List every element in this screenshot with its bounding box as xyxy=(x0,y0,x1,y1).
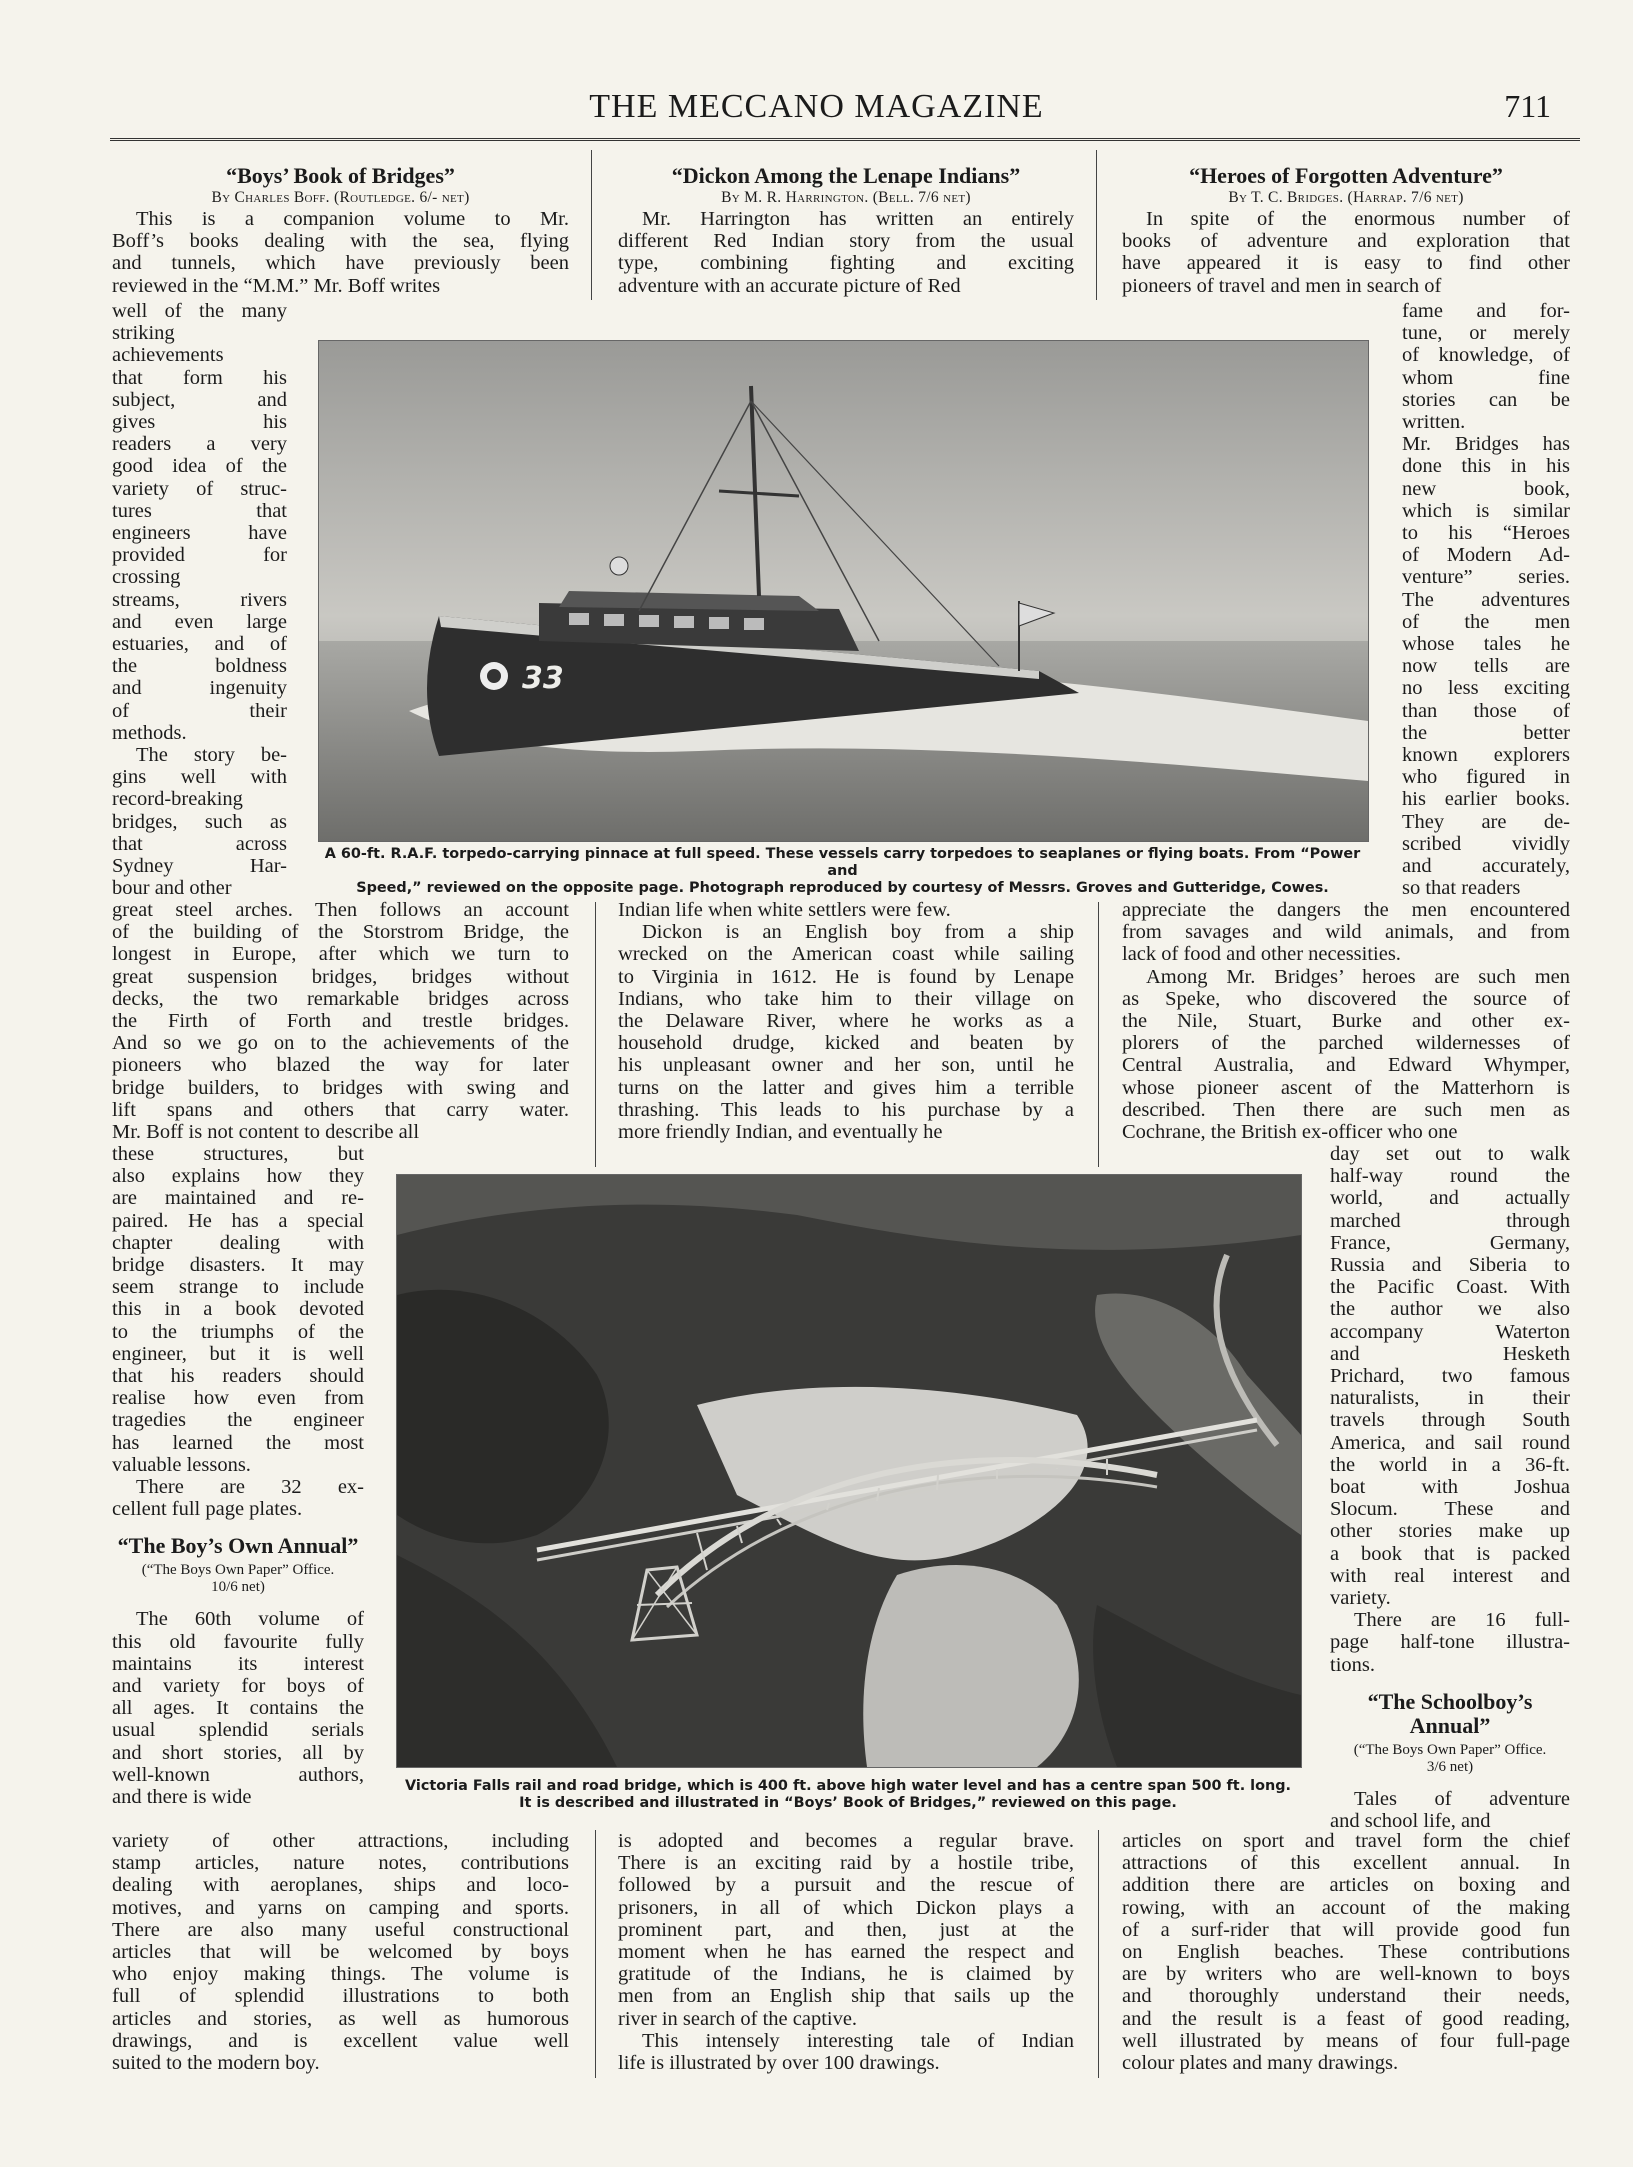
text-line: maintains its interest xyxy=(112,1652,364,1675)
text-line: his earlier books. xyxy=(1402,788,1570,811)
text-line: and short stories, all by xyxy=(112,1741,364,1764)
text-line: with real interest and xyxy=(1330,1564,1570,1587)
text-line: motives, and yarns on camping and sports. xyxy=(112,1896,569,1919)
text-line: This is a companion volume to Mr. xyxy=(136,208,569,230)
text-line: moment when he has earned the respect and xyxy=(618,1941,1074,1964)
text-line: engineer, but it is well xyxy=(112,1342,364,1365)
text-line: The story be- xyxy=(136,744,287,767)
text-line: is adopted and becomes a regular brave. xyxy=(618,1830,1074,1852)
review-body-narrow xyxy=(112,300,287,899)
text-line: and variety for boys of xyxy=(112,1675,364,1698)
review-publisher: (“The Boys Own Paper” Office. 10/6 net) xyxy=(141,1562,335,1596)
text-line: and even large xyxy=(112,610,287,633)
text-line: who enjoy making things. The volume is xyxy=(112,1963,569,1986)
caption-line: Victoria Falls rail and road bridge, which is 400 ft. above high water level and has a centre span 500 ft. long. xyxy=(405,1778,1291,1794)
text-line: the boldness xyxy=(112,655,287,678)
text-line: venture” series. xyxy=(1402,566,1570,589)
text-line: adventure with an accurate picture of Red xyxy=(618,274,961,297)
text-line: France, Germany, xyxy=(1330,1231,1570,1254)
review-byline: By M. R. Harrington. (Bell. 7/6 net) xyxy=(721,189,971,206)
text-line: and ingenuity xyxy=(112,677,287,700)
text-line: of a surf-rider that will provide good fun xyxy=(1122,1918,1570,1941)
text-line: whose tales he xyxy=(1402,633,1570,656)
review-body xyxy=(1122,208,1570,297)
photo-caption-pinnace xyxy=(318,846,1367,897)
text-line: half-way round the xyxy=(1330,1165,1570,1188)
text-line: Among Mr. Bridges’ heroes are such men xyxy=(1146,965,1570,988)
review-body-lines xyxy=(112,1143,364,1520)
column-divider xyxy=(591,150,592,300)
text-line: prominent part, and then, just at the xyxy=(618,1918,1074,1941)
column-divider xyxy=(1098,902,1099,1167)
text-line: And so we go on to the achievements of the xyxy=(112,1032,569,1055)
review-boys-book-of-bridges-head xyxy=(112,164,569,297)
text-line: There are 32 ex- xyxy=(136,1476,364,1499)
text-line: prisoners, in all of which Dickon plays a xyxy=(618,1896,1074,1919)
text-line: his unpleasant owner and her son, until he xyxy=(618,1054,1074,1077)
review-body xyxy=(618,1830,1074,2074)
text-line: all ages. It contains the xyxy=(112,1697,364,1720)
text-line: Sydney Har- xyxy=(112,855,287,878)
text-line: life is illustrated by over 100 drawings. xyxy=(618,2052,940,2075)
bridge-illustration xyxy=(397,1175,1301,1767)
text-line: have appeared it is easy to find other xyxy=(1122,252,1570,275)
text-line: done this in his xyxy=(1402,455,1570,478)
text-line: Mr. Harrington has written an entirely xyxy=(642,208,1074,230)
page-number: 711 xyxy=(1504,88,1551,124)
text-line: naturalists, in their xyxy=(1330,1387,1570,1410)
caption-line: It is described and illustrated in “Boys’ Book of Bridges,” reviewed on this page. xyxy=(519,1795,1177,1811)
text-line: pioneers who blazed the way for later xyxy=(112,1054,569,1077)
text-line: are maintained and re- xyxy=(112,1187,364,1210)
text-line: the Pacific Coast. With xyxy=(1330,1276,1570,1299)
text-line: Tales of adventure xyxy=(1354,1787,1570,1810)
text-line: striking xyxy=(112,322,175,345)
text-line: books of adventure and exploration that xyxy=(1122,230,1570,253)
text-line: articles that will be welcomed by boys xyxy=(112,1941,569,1964)
text-line: men from an English ship that sails up the xyxy=(618,1985,1074,2008)
text-line: whose pioneer ascent of the Matterhorn is xyxy=(1122,1076,1570,1099)
text-line: This intensely interesting tale of Indian xyxy=(642,2029,1074,2052)
text-line: the world in a 36-ft. xyxy=(1330,1453,1570,1476)
text-line: articles and stories, as well as humorous xyxy=(112,2007,569,2030)
text-line: which is similar xyxy=(1402,499,1570,522)
text-line: this old favourite fully xyxy=(112,1630,364,1653)
text-line: no less exciting xyxy=(1402,677,1570,700)
review-body xyxy=(1122,899,1570,1143)
text-line: streams, rivers xyxy=(112,588,287,611)
text-line: thrashing. This leads to his purchase by a xyxy=(618,1098,1074,1121)
text-line: Central Australia, and Edward Whymper, xyxy=(1122,1054,1570,1077)
text-line: In spite of the enormous number of xyxy=(1146,208,1570,230)
text-line: different Red Indian story from the usual xyxy=(618,230,1074,253)
text-line: The adventures xyxy=(1402,588,1570,611)
text-line: now tells are xyxy=(1402,655,1570,678)
text-line: scribed vividly xyxy=(1402,832,1570,855)
photo-victoria-falls-bridge xyxy=(396,1174,1302,1768)
text-line: and accurately, xyxy=(1402,855,1570,878)
review-title: “The Boy’s Own Annual” xyxy=(117,1533,359,1559)
review-title: “Boys’ Book of Bridges” xyxy=(226,163,455,188)
text-line: the better xyxy=(1402,721,1570,744)
text-line: described. Then there are such men as xyxy=(1122,1098,1570,1121)
text-line: the Delaware River, where he works as a xyxy=(618,1010,1074,1033)
text-line: of their xyxy=(112,699,287,722)
text-line: followed by a pursuit and the rescue of xyxy=(618,1874,1074,1897)
text-line: stamp articles, nature notes, contributions xyxy=(112,1852,569,1875)
text-line: Mr. Boff is not content to describe all xyxy=(112,1121,420,1144)
text-line: They are de- xyxy=(1402,810,1570,833)
text-line: marched through xyxy=(1330,1209,1570,1232)
text-line: methods. xyxy=(112,721,187,744)
text-line: written. xyxy=(1402,411,1466,434)
text-line: turns on the latter and gives him a terrible xyxy=(618,1076,1074,1099)
review-body-narrow xyxy=(1330,1143,1570,1832)
text-line: day set out to walk xyxy=(1330,1143,1570,1165)
text-line: addition there are articles on boxing and xyxy=(1122,1874,1570,1897)
text-line: fame and for- xyxy=(1402,300,1570,322)
text-line: great suspension bridges, bridges without xyxy=(112,965,569,988)
text-line: appreciate the dangers the men encountered xyxy=(1122,899,1570,921)
text-line: engineers have xyxy=(112,522,287,545)
caption-line: Speed,” reviewed on the opposite page. Photograph reproduced by courtesy of Messrs. Groves and Gutteridge, Cowes. xyxy=(356,880,1329,896)
text-line: articles on sport and travel form the chief xyxy=(1122,1830,1570,1852)
text-line: as Speke, who discovered the source of xyxy=(1122,987,1570,1010)
text-line: page half-tone illustra- xyxy=(1330,1631,1570,1654)
caption-line: A 60-ft. R.A.F. torpedo-carrying pinnace at full speed. These vessels carry torpedoes to seaplanes or flying boats. From “Power and xyxy=(324,846,1361,879)
text-line: and thoroughly understand their needs, xyxy=(1122,1985,1570,2008)
text-line: tune, or merely xyxy=(1402,322,1570,345)
text-line: dealing with aeroplanes, ships and loco- xyxy=(112,1874,569,1897)
text-line: who figured in xyxy=(1402,766,1570,789)
text-line: of the men xyxy=(1402,610,1570,633)
text-line: new book, xyxy=(1402,477,1570,500)
text-line: Indian life when white settlers were few. xyxy=(618,899,951,921)
text-line: cellent full page plates. xyxy=(112,1498,303,1521)
text-line: this in a book devoted xyxy=(112,1298,364,1321)
text-line: Slocum. These and xyxy=(1330,1498,1570,1521)
text-line: the Nile, Stuart, Burke and other ex- xyxy=(1122,1010,1570,1033)
review-body xyxy=(1122,1830,1570,2074)
text-line: tures that xyxy=(112,499,287,522)
text-line: decks, the two remarkable bridges across xyxy=(112,987,569,1010)
text-line: great steel arches. Then follows an account xyxy=(112,899,569,921)
text-line: crossing xyxy=(112,566,181,589)
text-line: of Modern Ad- xyxy=(1402,544,1570,567)
text-line: than those of xyxy=(1402,699,1570,722)
review-byline: By T. C. Bridges. (Harrap. 7/6 net) xyxy=(1228,189,1464,206)
text-line: world, and actually xyxy=(1330,1187,1570,1210)
text-line: to his “Heroes xyxy=(1402,522,1570,545)
text-line: lack of food and other necessities. xyxy=(1122,943,1401,966)
text-line: Dickon is an English boy from a ship xyxy=(642,921,1074,944)
review-body-narrow xyxy=(112,1143,364,1808)
text-line: provided for xyxy=(112,544,287,567)
photo-caption-bridge xyxy=(396,1778,1300,1812)
hull-number: 33 xyxy=(522,661,564,696)
text-line: Prichard, two famous xyxy=(1330,1365,1570,1388)
text-line: accompany Waterton xyxy=(1330,1320,1570,1343)
review-body xyxy=(112,208,569,297)
magazine-title: THE MECCANO MAGAZINE xyxy=(589,88,1044,125)
text-line: paired. He has a special xyxy=(112,1209,364,1232)
text-line: household drudge, kicked and beaten by xyxy=(618,1032,1074,1055)
column-divider xyxy=(595,902,596,1167)
text-line: Mr. Bridges has xyxy=(1402,433,1570,456)
text-line: seem strange to include xyxy=(112,1276,364,1299)
text-line: variety of other attractions, including xyxy=(112,1830,569,1852)
text-line: also explains how they xyxy=(112,1165,364,1188)
text-line: on English beaches. These contributions xyxy=(1122,1941,1570,1964)
text-line: rowing, with an account of the making xyxy=(1122,1896,1570,1919)
text-line: bour and other xyxy=(112,877,232,900)
text-line: readers a very xyxy=(112,433,287,456)
text-line: subject, and xyxy=(112,388,287,411)
text-line: known explorers xyxy=(1402,744,1570,767)
text-line: wrecked on the American coast while sailing xyxy=(618,943,1074,966)
review-byline: By Charles Boff. (Routledge. 6/- net) xyxy=(211,189,470,206)
text-line: well illustrated by means of four full-page xyxy=(1122,2029,1570,2052)
text-line: tions. xyxy=(1330,1653,1375,1676)
text-line: these structures, but xyxy=(112,1143,364,1165)
text-line: of the building of the Storstrom Bridge, the xyxy=(112,921,569,944)
text-line: type, combining fighting and exciting xyxy=(618,252,1074,275)
text-line: gratitude of the Indians, he is claimed by xyxy=(618,1963,1074,1986)
text-line: variety of struc- xyxy=(112,477,287,500)
review-body-narrow xyxy=(1402,300,1570,899)
text-line: whom fine xyxy=(1402,366,1570,389)
text-line: that form his xyxy=(112,366,287,389)
text-line: stories can be xyxy=(1402,388,1570,411)
text-line: full of splendid illustrations to both xyxy=(112,1985,569,2008)
review-body-lines xyxy=(1330,1143,1570,1676)
text-line: river in search of the captive. xyxy=(618,2007,858,2030)
review-body-lines xyxy=(112,1608,364,1808)
text-line: tragedies the engineer xyxy=(112,1409,364,1432)
text-line: lift spans and others that carry water. xyxy=(112,1098,569,1121)
text-line: so that readers xyxy=(1402,877,1521,900)
text-line: longest in Europe, after which we turn to xyxy=(112,943,569,966)
text-line: and there is wide xyxy=(112,1786,252,1809)
text-line: bridges, such as xyxy=(112,810,287,833)
text-line: estuaries, and of xyxy=(112,633,287,656)
review-publisher: (“The Boys Own Paper” Office. 3/6 net) xyxy=(1353,1741,1547,1775)
text-line: that his readers should xyxy=(112,1365,364,1388)
text-line: to the triumphs of the xyxy=(112,1320,364,1343)
text-line: The 60th volume of xyxy=(136,1608,364,1631)
text-line: more friendly Indian, and eventually he xyxy=(618,1121,943,1144)
review-body xyxy=(618,208,1074,297)
text-line: chapter dealing with xyxy=(112,1231,364,1254)
text-line: attractions of this excellent annual. In xyxy=(1122,1852,1570,1875)
review-title: “Dickon Among the Lenape Indians” xyxy=(671,163,1021,188)
text-line: bridge disasters. It may xyxy=(112,1254,364,1277)
pinnace-illustration xyxy=(319,341,1368,841)
photo-raf-pinnace xyxy=(318,340,1369,842)
text-line: boat with Joshua xyxy=(1330,1476,1570,1499)
review-title: “The Schoolboy’s Annual” xyxy=(1367,1688,1533,1738)
text-line: gins well with xyxy=(112,766,287,789)
header-rule xyxy=(110,138,1580,141)
text-line: America, and sail round xyxy=(1330,1431,1570,1454)
column-divider xyxy=(1096,150,1097,300)
text-line: a book that is packed xyxy=(1330,1542,1570,1565)
text-line: travels through South xyxy=(1330,1409,1570,1432)
text-line: achievements xyxy=(112,344,224,367)
column-divider xyxy=(595,1830,596,2078)
text-line: to Virginia in 1612. He is found by Lenape xyxy=(618,965,1074,988)
text-line: Russia and Siberia to xyxy=(1330,1254,1570,1277)
review-body xyxy=(112,1830,569,2074)
text-line: suited to the modern boy. xyxy=(112,2052,320,2075)
text-line: good idea of the xyxy=(112,455,287,478)
text-line: well-known authors, xyxy=(112,1763,364,1786)
text-line: Boff’s books dealing with the sea, flying xyxy=(112,230,569,253)
text-line: bridge builders, to bridges with swing and xyxy=(112,1076,569,1099)
text-line: pioneers of travel and men in search of xyxy=(1122,274,1442,297)
text-line: variety. xyxy=(1330,1587,1391,1610)
review-heroes-head xyxy=(1122,164,1570,297)
text-line: Indians, who take him to their village on xyxy=(618,987,1074,1010)
text-line: usual splendid serials xyxy=(112,1719,364,1742)
review-body xyxy=(112,899,569,1143)
text-line: the author we also xyxy=(1330,1298,1570,1321)
text-line: other stories make up xyxy=(1330,1520,1570,1543)
text-line: the Firth of Forth and trestle bridges. xyxy=(112,1010,569,1033)
text-line: reviewed in the “M.M.” Mr. Boff writes xyxy=(112,274,441,297)
review-body xyxy=(618,899,1074,1143)
text-line: record-breaking xyxy=(112,788,243,811)
text-line: of knowledge, of xyxy=(1402,344,1570,367)
text-line: from savages and wild animals, and from xyxy=(1122,921,1570,944)
text-line: that across xyxy=(112,832,287,855)
text-line: valuable lessons. xyxy=(112,1453,251,1476)
text-line: plorers of the parched wildernesses of xyxy=(1122,1032,1570,1055)
text-line: are by writers who are well-known to boys xyxy=(1122,1963,1570,1986)
text-line: well of the many xyxy=(112,300,287,322)
text-line: gives his xyxy=(112,411,287,434)
text-line: realise how even from xyxy=(112,1387,364,1410)
text-line: colour plates and many drawings. xyxy=(1122,2052,1399,2075)
text-line: and the result is a feast of good reading, xyxy=(1122,2007,1570,2030)
text-line: has learned the most xyxy=(112,1431,364,1454)
text-line: There are also many useful constructional xyxy=(112,1918,569,1941)
text-line: Cochrane, the British ex-officer who one xyxy=(1122,1121,1458,1144)
text-line: drawings, and is excellent value well xyxy=(112,2029,569,2052)
text-line: There are 16 full- xyxy=(1354,1609,1570,1632)
text-line: and Hesketh xyxy=(1330,1342,1570,1365)
text-line: There is an exciting raid by a hostile tribe, xyxy=(618,1852,1074,1875)
column-divider xyxy=(1098,1830,1099,2078)
text-line: and tunnels, which have previously been xyxy=(112,252,569,275)
review-dickon-head xyxy=(618,164,1074,297)
text-line: and school life, and xyxy=(1330,1810,1491,1833)
review-title: “Heroes of Forgotten Adventure” xyxy=(1189,163,1503,188)
review-body-lines xyxy=(1330,1788,1570,1832)
